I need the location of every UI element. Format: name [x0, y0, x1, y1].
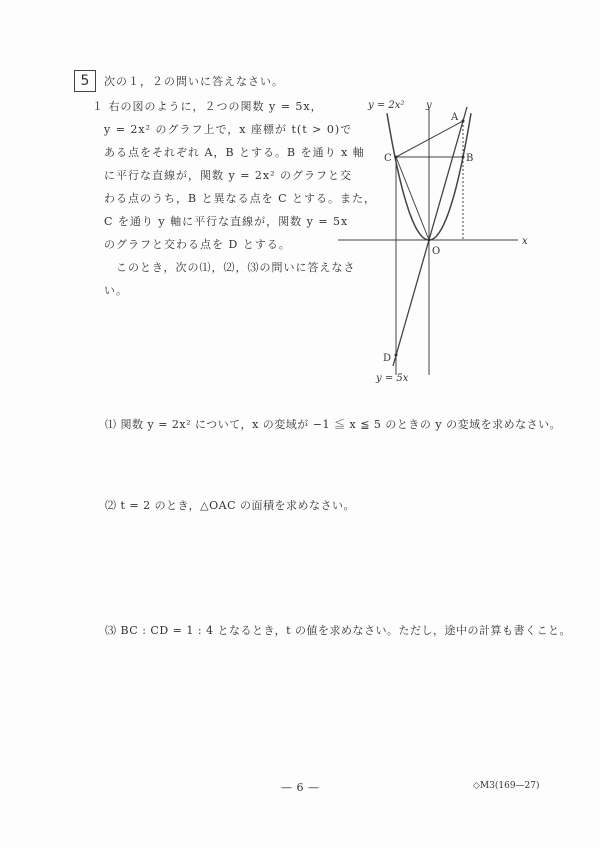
- label-line: y = 5x: [376, 373, 409, 384]
- point-O: [428, 239, 431, 242]
- question-2: ⑵ t = 2 のとき，△OAC の面積を求めなさい。: [105, 499, 356, 512]
- label-x-axis: x: [522, 236, 528, 247]
- intro-text: 次の１，２の問いに答えなさい。: [104, 75, 284, 88]
- part1-line: ある点をそれぞれ A，B とする。B を通り x 軸: [104, 146, 365, 159]
- part1-line: わる点のうち，B と異なる点を C とする。また，: [104, 192, 376, 205]
- label-D: D: [383, 353, 392, 364]
- label-y-axis: y: [426, 100, 432, 111]
- part1-line: い。: [104, 284, 128, 297]
- part1-line: に平行な直線が，関数 y = 2x² のグラフと交: [104, 169, 353, 182]
- label-A: A: [451, 112, 459, 123]
- part1-line: y = 2x² のグラフ上で，x 座標が t(t > 0)で: [104, 123, 353, 136]
- line-y-5x: [393, 107, 467, 366]
- problem-number: 5: [74, 70, 96, 92]
- exam-code: ◇M3(169—27): [473, 781, 540, 791]
- label-B: B: [466, 153, 474, 164]
- page-number: — 6 —: [281, 781, 320, 794]
- question-3: ⑶ BC : CD = 1 : 4 となるとき，t の値を求めなさい。ただし，途中の計算も書くこと。: [105, 624, 572, 637]
- label-parabola: y = 2x²: [368, 100, 405, 111]
- part1-line: のグラフと交わる点を D とする。: [104, 238, 291, 251]
- label-C: C: [384, 153, 392, 164]
- part1-line: このとき，次の⑴，⑵，⑶の問いに答えなさ: [104, 261, 356, 274]
- point-B: [462, 156, 465, 159]
- point-C: [395, 156, 398, 159]
- point-D: [395, 354, 398, 357]
- part1-line: C を通り y 軸に平行な直線が，関数 y = 5x: [104, 215, 349, 228]
- segment-CO: [396, 157, 429, 240]
- question-1: ⑴ 関数 y = 2x² について，x の変域が −1 ≦ x ≦ 5 のときの y の変域を求めなさい。: [105, 418, 562, 431]
- point-A: [462, 120, 465, 123]
- part1-line: １ 右の図のように，２つの関数 y = 5x，: [92, 100, 323, 113]
- label-origin: O: [432, 246, 441, 257]
